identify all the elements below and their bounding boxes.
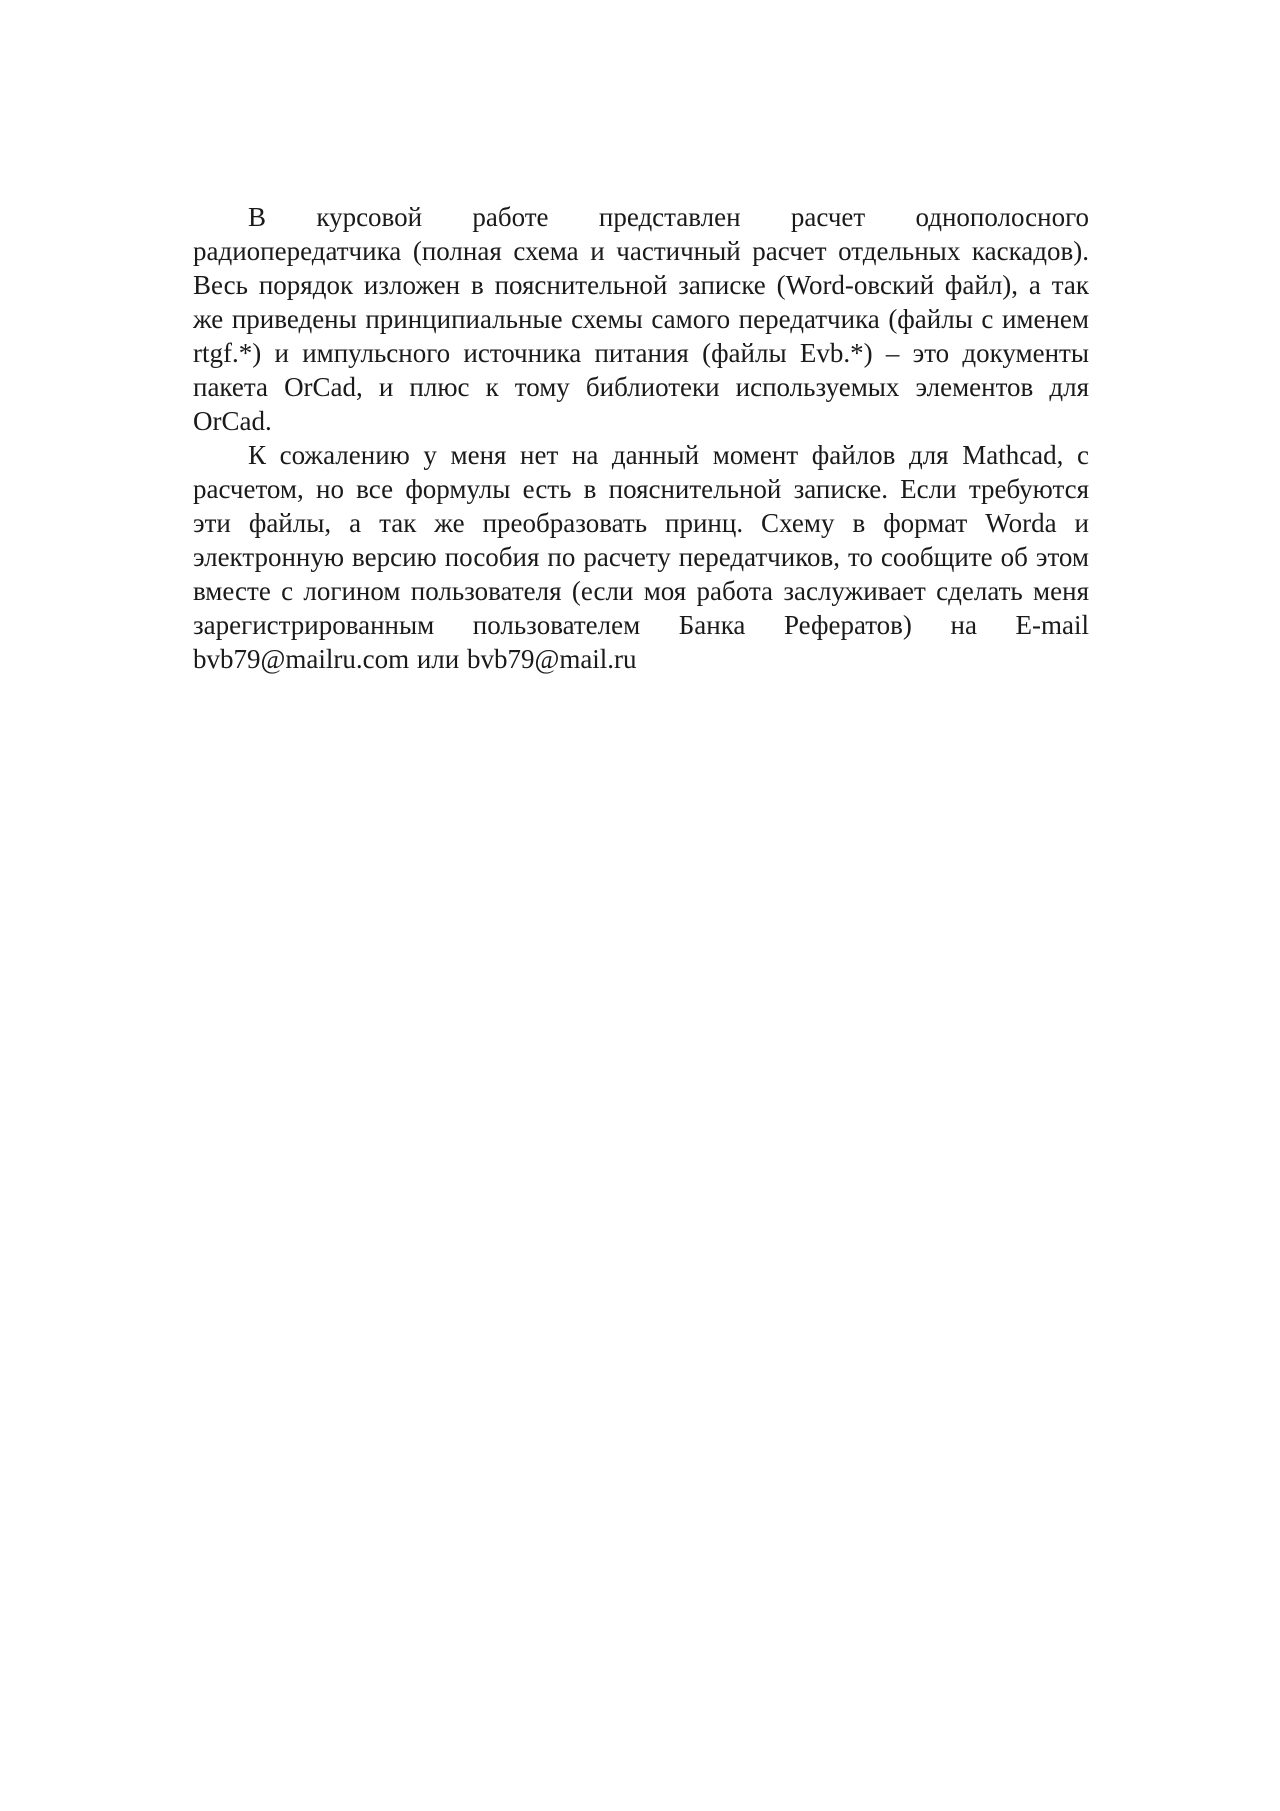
- document-body: [193, 200, 1089, 676]
- paragraph-2: К сожалению у меня нет на данный момент файлов для Mathcad, с расчетом, но все формулы есть в пояснительной записке. Если требуются эти файлы, а так же преобразовать принц. Схему в формат Worda и электронную версию пособия по расчету передатчиков, то сообщите об этом вместе с логином пользователя (если моя работа заслуживает сделать меня зарегистрированным пользователем Банка Рефератов) на E-mail bvb79@mailru.com или bvb79@mail.ru: [193, 440, 1089, 674]
- paragraph-1: В курсовой работе представлен расчет однополосного радиопередатчика (полная схема и частичный расчет отдельных каскадов). Весь порядок изложен в пояснительной записке (Word-овский файл), а так же приведены принципиальные схемы самого передатчика (файлы с именем rtgf.*) и импульсного источника питания (файлы Evb.*) – это документы пакета OrCad, и плюс к тому библиотеки используемых элементов для OrCad.: [193, 202, 1089, 436]
